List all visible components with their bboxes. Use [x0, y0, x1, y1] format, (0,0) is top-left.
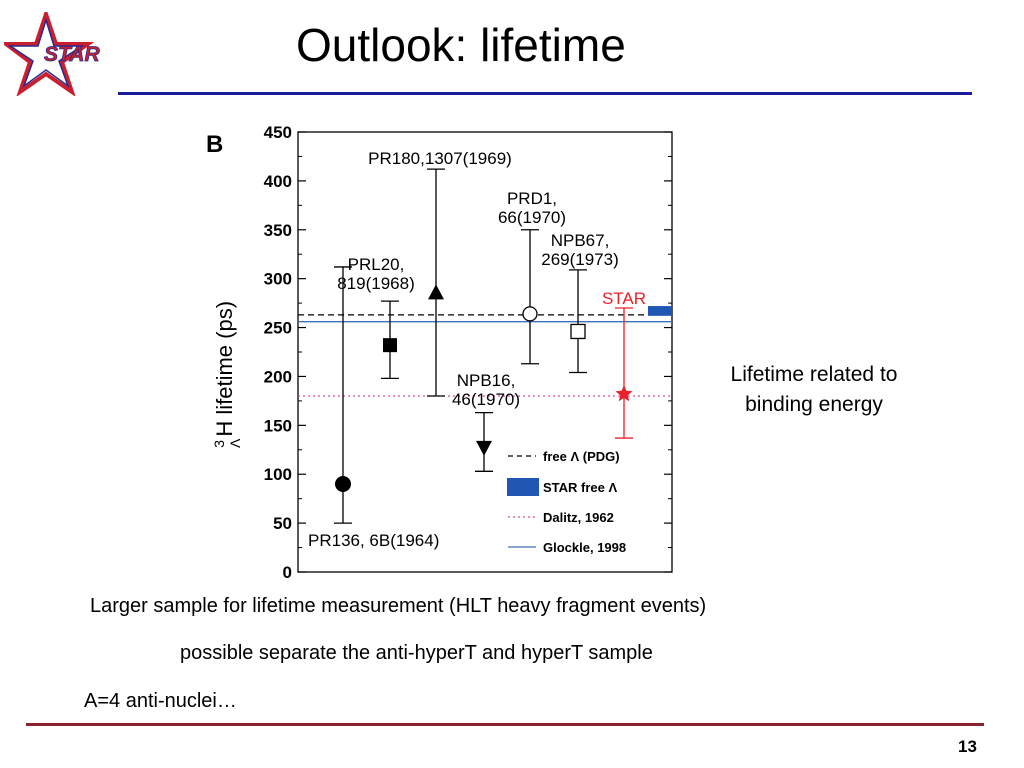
slide-title: Outlook: lifetime	[296, 19, 626, 71]
star-free-lambda-band	[648, 306, 672, 316]
side-note	[702, 360, 926, 420]
point-label-npb67: NPB67,	[550, 231, 610, 250]
point-label-pr180: PR180,1307(1969)	[368, 149, 512, 168]
side-note-line-1: Lifetime related to	[730, 363, 898, 386]
panel-label: B	[206, 131, 224, 158]
point-label-prl20: PRL20,	[347, 255, 405, 274]
y-axis-label-subscript: Λ	[227, 438, 243, 448]
marker-npb16	[476, 441, 492, 456]
point-label-prd1: PRD1,	[506, 189, 558, 208]
legend-label: free Λ (PDG)	[543, 449, 620, 464]
legend	[507, 449, 626, 555]
point-label-npb16: 46(1970)	[451, 390, 521, 409]
y-tick-label: 150	[263, 416, 292, 436]
title-divider	[118, 92, 972, 95]
y-axis-label-main: H lifetime (ps)	[212, 300, 237, 437]
y-tick-label: 450	[263, 123, 292, 142]
y-axis-label-superscript: 3	[211, 440, 227, 448]
y-tick-label: 100	[263, 465, 292, 485]
point-label-star: STAR	[601, 289, 647, 308]
y-tick-label: 350	[263, 220, 292, 240]
y-tick-label: 300	[263, 269, 292, 289]
legend-label: Glockle, 1998	[543, 540, 627, 555]
y-tick-label: 400	[263, 171, 292, 191]
y-tick-label: 50	[273, 514, 292, 534]
logo-text: STAR	[44, 43, 100, 66]
marker-npb67	[571, 324, 585, 338]
legend-label: STAR free Λ	[543, 480, 618, 495]
point-label-pr136: PR136, 6B(1964)	[308, 531, 440, 550]
star-logo	[4, 12, 116, 96]
marker-pr180	[428, 284, 444, 299]
lifetime-chart	[190, 118, 690, 588]
point-label-prl20: 819(1968)	[337, 274, 415, 293]
marker-pr136	[335, 476, 351, 492]
side-note-line-2: binding energy	[745, 393, 883, 416]
point-label-npb16: NPB16,	[456, 371, 516, 390]
marker-prd1	[523, 307, 537, 321]
point-label-npb67: 269(1973)	[541, 250, 619, 269]
y-tick-label: 0	[282, 563, 292, 582]
y-axis-label	[211, 301, 243, 448]
footer-divider	[26, 723, 984, 726]
legend-label: Dalitz, 1962	[543, 510, 614, 525]
bullet-2: possible separate the anti-hyperT and hyperT sample	[180, 642, 653, 664]
bullet-3: A=4 anti-nuclei…	[84, 690, 237, 712]
y-tick-label: 250	[263, 318, 292, 338]
marker-prl20	[383, 338, 397, 352]
bullet-1: Larger sample for lifetime measurement (HLT heavy fragment events)	[90, 595, 707, 617]
y-tick-label: 200	[263, 367, 292, 387]
plot-frame	[298, 132, 672, 572]
page-number: 13	[958, 737, 977, 756]
legend-swatch-band	[507, 478, 539, 496]
point-label-prd1: 66(1970)	[497, 208, 567, 227]
